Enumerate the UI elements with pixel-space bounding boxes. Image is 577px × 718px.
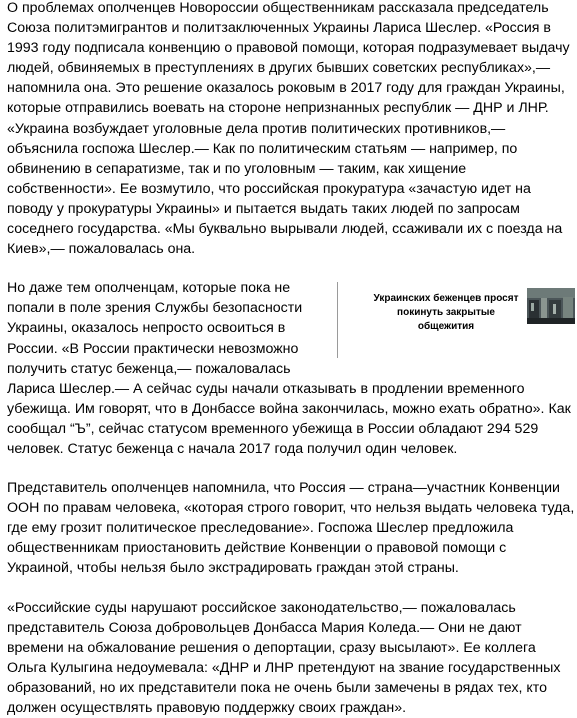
paragraph-4: «Российские суды нарушают российское законодательство,— пожаловалась представитель Союза добровольцев Донбасса Мария Коледа.— Они не дают времени на обжалование решения о депортации, сразу высылают». Ее коллега Ольга Кулыгина недоумевала: «ДНР и ЛНР претендуют на звание государственных образований, но их представители пока не очень были замечены в рядах тех, кто должен осуществлять правовую поддержку своих граждан». [7,599,561,716]
article-body [7,0,575,718]
dormitory-photo-image [527,288,575,324]
paragraph-gap [7,579,575,598]
paragraph-1: О проблемах ополченцев Новороссии общественникам рассказала председатель Союза политэмигрантов и политзаключенных Украины Лариса Шеслер. «Россия в 1993 году подписала конвенцию о правовой помощи, которая подразумевает выдачу людей, обвиняемых в преступлениях в других бывших советских республиках»,— напомнила она. Это решение оказалось роковым в 2017 году для граждан Украины, которые отправились воевать на стороне непризнанных республик — ДНР и ЛНР. «Украина возбуждает уголовные дела против политических противников,— объяснила госпожа Шеслер.— Как по политическим статьям — например, по обвинению в сепаратизме, так и по уголовным — таким, как хищение собственности». Ее возмутило, что российская прокуратура «зачастую идет на поводу у прокуратуры Украины» и пытается выдать таких людей по запросам соседнего государства. «Мы буквально вырывали людей, ссаживали их с поезда на Киев»,— пожаловалась она. [7,0,570,258]
paragraph-gap [7,259,575,278]
related-article-card[interactable] [337,282,575,360]
related-article-headline[interactable]: Украинских беженцев просят покинуть закрытые общежития [373,293,519,333]
paragraph-2: Но даже тем ополченцам, которые пока не попали в поле зрения Службы безопасности Украины, оказалось непросто освоиться в России. «В России практически невозможно получить статус беженца,— пожаловалась Лариса Шеслер.— А сейчас суды начали отказывать в продлении временного убежища. Им говорят, что в Донбассе война закончилась, можно ехать обратно». Как сообщал “Ъ”, сейчас статусом временного убежища в России обладают 294 529 человек. Статус беженца с начала 2017 года получил один человек. [7,280,571,457]
related-article-photo[interactable] [527,288,575,324]
card-divider [337,282,338,358]
paragraph-gap [7,459,575,478]
paragraph-3: Представитель ополченцев напомнила, что Россия — страна—участник Конвенции ООН по правам человека, «которая строго говорит, что нельзя выдать человека туда, где ему грозит политическое преследование». Госпожа Шеслер предложила общественникам приостановить действие Конвенции о правовой помощи с Украиной, чтобы нельзя было экстрадировать граждан этой страны. [7,480,575,577]
